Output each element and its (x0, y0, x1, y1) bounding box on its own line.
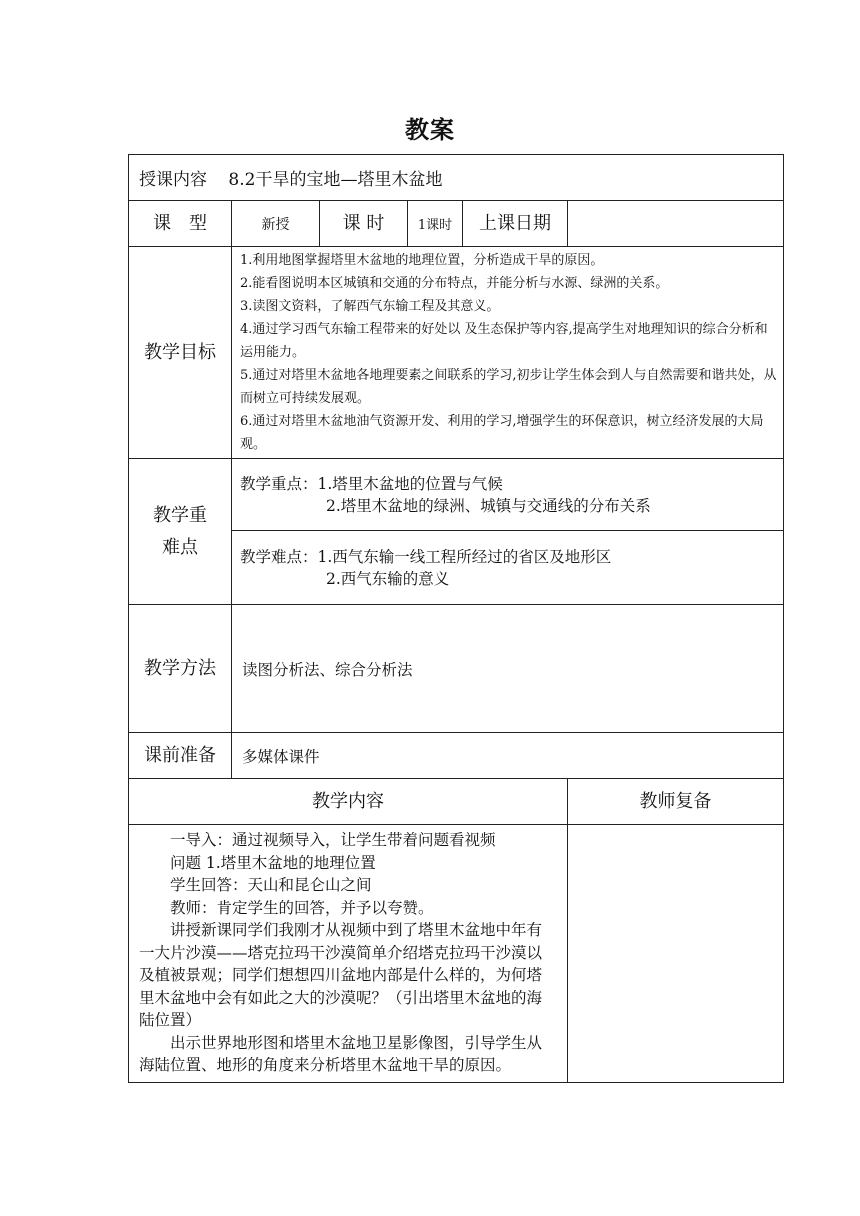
prep-value: 多媒体课件 (232, 733, 784, 779)
document-title: 教案 (405, 115, 455, 144)
objectives-list (232, 247, 784, 459)
type-row (129, 201, 784, 247)
course-value: 8.2干旱的宝地—塔里木盆地 (228, 170, 443, 190)
focus-row (129, 459, 784, 531)
objective-item: 6.通过对塔里木盆地油气资源开发、利用的学习,增强学生的环保意识，树立经济发展的大局观。 (240, 414, 764, 452)
objective-item: 4.通过学习西气东输工程带来的好处以 及生态保护等内容,提高学生对地理知识的综合分析和运用能力。 (240, 322, 768, 360)
teaching-difficulty: 教学难点：1.西气东输一线工程所经过的省区及地形区 2.西气东输的意义 (232, 531, 784, 605)
lesson-plan-table (128, 154, 784, 1083)
content-paragraph: 教师：肯定学生的回答，并予以夸赞。 (170, 898, 434, 917)
hours-value: 1课时 (408, 201, 463, 247)
content-paragraph: 讲授新课同学们我刚才从视频中到了塔里木盆地中年有一大片沙漠——塔克拉玛干沙漠简单介绍塔克拉玛干沙漠以及植被景观；同学们想想四川盆地内部是什么样的，为何塔里木盆地中会有如此之大的沙漠呢？（引出塔里木盆地的海陆位置） (139, 921, 543, 1029)
course-row (129, 155, 784, 201)
key-points-label: 教学重 难点 (129, 459, 232, 605)
prep-label: 课前准备 (129, 733, 232, 779)
date-value (568, 201, 784, 247)
hours-label: 课 时 (320, 201, 408, 247)
objective-item: 3.读图文资料，了解西气东输工程及其意义。 (240, 299, 500, 314)
teaching-focus: 教学重点：1.塔里木盆地的位置与气候 2.塔里木盆地的绿洲、城镇与交通线的分布关系 (232, 459, 784, 531)
content-paragraph: 出示世界地形图和塔里木盆地卫星影像图，引导学生从海陆位置、地形的角度来分析塔里木盆地干旱的原因。 (139, 1033, 543, 1074)
type-value: 新授 (232, 201, 320, 247)
method-label: 教学方法 (129, 605, 232, 733)
notes-header: 教师复备 (568, 779, 784, 825)
objective-item: 5.通过对塔里木盆地各地理要素之间联系的学习,初步让学生体会到人与自然需要和谐共处，从而树立可持续发展观。 (240, 368, 777, 406)
objectives-label: 教学目标 (129, 247, 232, 459)
objectives-row (129, 247, 784, 459)
method-row (129, 605, 784, 733)
content-paragraph: 一导入：通过视频导入，让学生带着问题看视频 (170, 831, 496, 849)
content-row (129, 825, 784, 1083)
date-label: 上课日期 (463, 201, 568, 247)
objective-item: 2.能看图说明本区城镇和交通的分布特点，并能分析与水源、绿洲的关系。 (240, 276, 669, 291)
prep-row (129, 733, 784, 779)
course-label: 授课内容 (139, 170, 207, 190)
content-paragraph: 问题 1.塔里木盆地的地理位置 (170, 853, 376, 872)
teaching-content (129, 825, 568, 1083)
method-value: 读图分析法、综合分析法 (232, 605, 784, 733)
type-label: 课 型 (129, 201, 232, 247)
content-paragraph: 学生回答：天山和昆仑山之间 (170, 876, 372, 894)
content-header-row (129, 779, 784, 825)
teacher-notes (568, 825, 784, 1083)
objective-item: 1.利用地图掌握塔里木盆地的地理位置，分析造成干旱的原因。 (240, 253, 604, 268)
content-header: 教学内容 (129, 779, 568, 825)
